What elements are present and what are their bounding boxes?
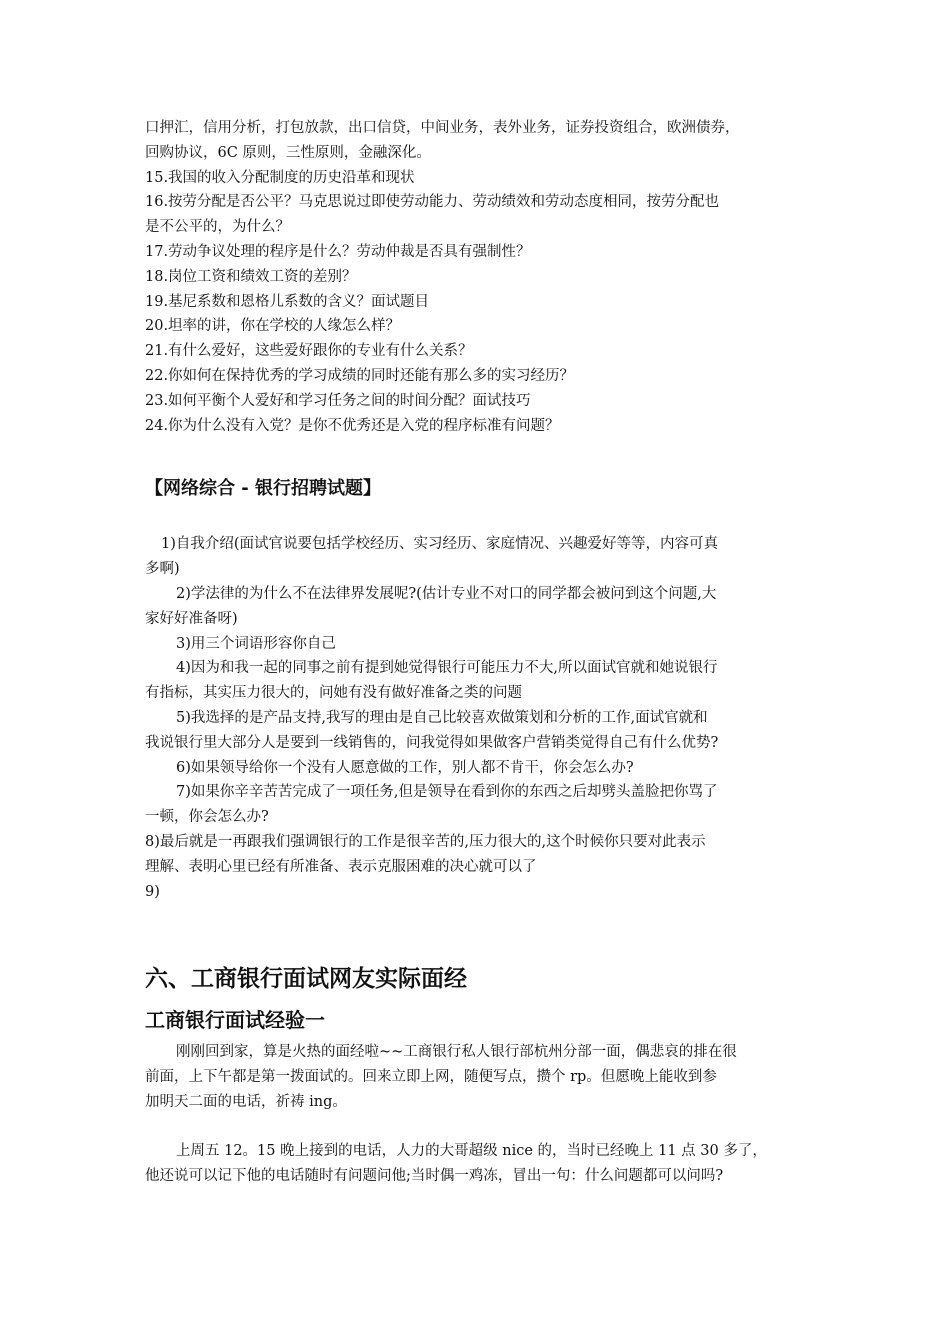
paragraph-line: 加明天二面的电话，祈祷 ing。 [145, 1093, 347, 1110]
question-line: 20.坦率的讲，你在学校的人缘怎么样？ [145, 318, 401, 335]
question-line: 是不公平的，为什么？ [145, 219, 290, 236]
question-line: 17.劳动争议处理的程序是什么？劳动仲裁是否具有强制性？ [145, 243, 531, 260]
intro-line: 口押汇，信用分析，打包放款，出口信贷，中间业务，表外业务，证券投资组合，欧洲债券， [145, 120, 740, 136]
intro-line: 回购协议，6C 原则，三性原则，金融深化。 [145, 144, 431, 161]
list-item-continuation: 一顿，你会怎么办? [145, 809, 269, 826]
question-line: 15.我国的收入分配制度的历史沿革和现状 [145, 169, 415, 186]
question-line: 18.岗位工资和绩效工资的差别？ [145, 268, 357, 285]
question-line: 16.按劳分配是否公平？马克思说过即使劳动能力、劳动绩效和劳动态度相同，按劳分配也 [145, 194, 720, 211]
question-line: 24.你为什么没有入党？是你不优秀还是入党的程序标准有问题？ [145, 417, 560, 434]
paragraph-line: 前面，上下午都是第一拨面试的。回来立即上网，随便写点，攒个 rp。但愿晚上能收到参 [145, 1069, 717, 1086]
list-item-continuation: 有指标，其实压力很大的，问她有没有做好准备之类的问题 [145, 685, 522, 702]
paragraph-line: 他还说可以记下他的电话随时有问题问他;当时偶一鸡冻，冒出一句：什么问题都可以问吗? [145, 1167, 724, 1184]
list-item-continuation: 家好好准备呀) [145, 610, 238, 627]
list-item: 3)用三个词语形容你自己 [176, 635, 336, 652]
list-item: 1)自我介绍(面试官说要包括学校经历、实习经历、家庭情况、兴趣爱好等等，内容可真 [161, 536, 719, 553]
section-heading: 【网络综合 - 银行招聘试题】 [145, 478, 382, 500]
list-item: 7)如果你辛辛苦苦完成了一项任务,但是领导在看到你的东西之后却劈头盖脸把你骂了 [176, 784, 718, 801]
paragraph-line: 上周五 12。15 晚上接到的电话，人力的大哥超级 nice 的，当时已经晚上 11 点 30 多了， [176, 1142, 767, 1159]
list-item: 9) [145, 883, 160, 900]
list-item: 6)如果领导给你一个没有人愿意做的工作，别人都不肯干，你会怎么办? [176, 759, 634, 776]
question-line: 23.如何平衡个人爱好和学习任务之间的时间分配？面试技巧 [145, 392, 531, 409]
question-line: 22.你如何在保持优秀的学习成绩的同时还能有那么多的实习经历？ [145, 367, 575, 384]
subsection-heading: 工商银行面试经验一 [145, 1008, 325, 1033]
question-line: 19.基尼系数和恩格儿系数的含义？面试题目 [145, 293, 430, 310]
chapter-heading: 六、工商银行面试网友实际面经 [145, 966, 467, 993]
document-content [145, 116, 811, 1188]
list-item: 2)学法律的为什么不在法律界发展呢?(估计专业不对口的同学都会被问到这个问题,大 [176, 585, 717, 602]
list-item-continuation: 多啊) [145, 561, 180, 578]
paragraph-line: 刚刚回到家，算是火热的面经啦~~工商银行私人银行部杭州分部一面，偶悲哀的排在很 [176, 1044, 737, 1061]
list-item: 8)最后就是一再跟我们强调银行的工作是很辛苦的,压力很大的,这个时候你只要对此表示 [145, 833, 706, 850]
list-item-continuation: 理解、表明心里已经有所准备、表示克服困难的决心就可以了 [145, 858, 537, 875]
list-item: 5)我选择的是产品支持,我写的理由是自己比较喜欢做策划和分析的工作,面试官就和 [176, 709, 708, 726]
list-item-continuation: 我说银行里大部分人是要到一线销售的，问我觉得如果做客户营销类觉得自己有什么优势? [145, 734, 719, 751]
question-line: 21.有什么爱好，这些爱好跟你的专业有什么关系？ [145, 343, 473, 360]
list-item: 4)因为和我一起的同事之前有提到她觉得银行可能压力不大,所以面试官就和她说银行 [176, 660, 718, 677]
